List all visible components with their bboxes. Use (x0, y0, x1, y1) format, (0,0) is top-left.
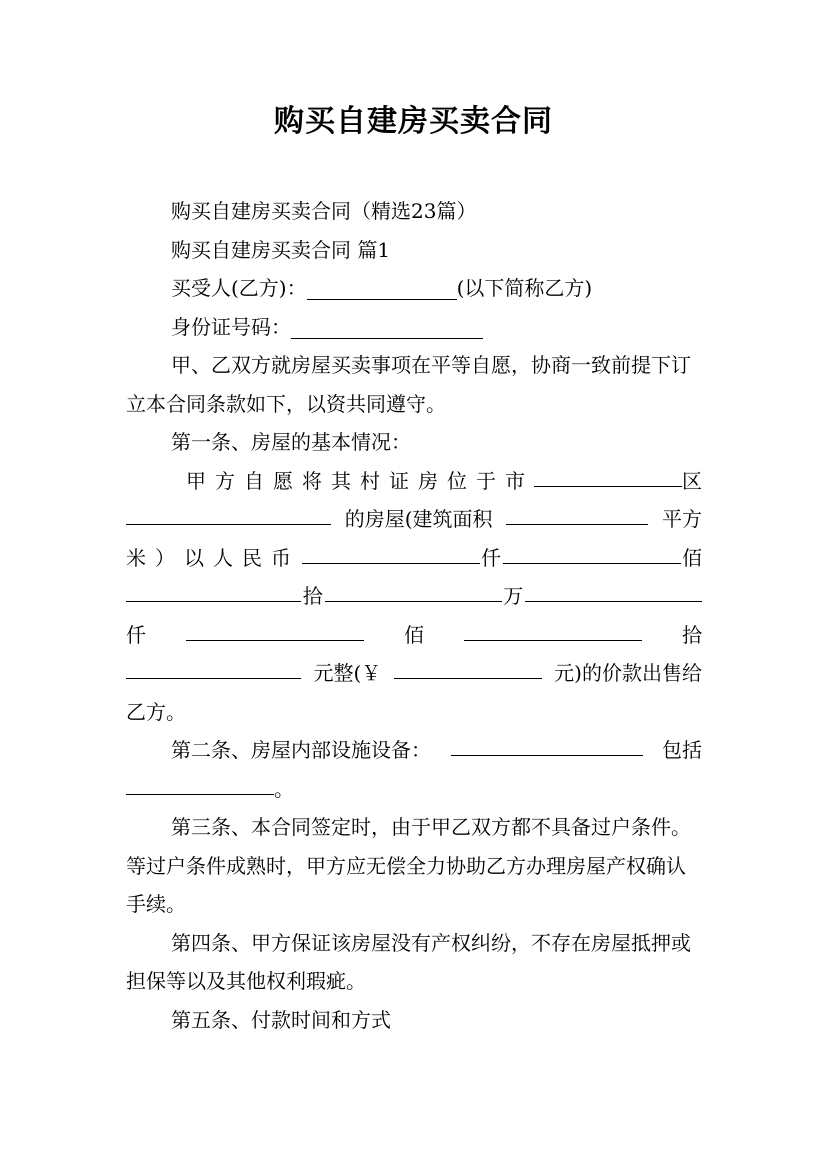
art1-text-11: 佰 (404, 622, 424, 647)
art1-text-10: 仟 (126, 622, 146, 647)
includes-blank (126, 770, 274, 795)
art1-text-9: 万 (503, 584, 524, 608)
article2-line-1 (126, 731, 702, 770)
amount-blank-8 (126, 654, 301, 679)
article1-line-3 (126, 539, 702, 578)
city-blank (534, 462, 682, 487)
buyer-suffix: (以下简称乙方) (456, 276, 593, 300)
article1-line-4 (126, 577, 702, 616)
art2-mid: 包括 (662, 738, 702, 762)
art1-text-8: 拾 (302, 584, 323, 608)
area-blank (506, 500, 648, 525)
art1-text-4: 平方 (661, 507, 702, 531)
intro-line: 购买自建房买卖合同（精选23篇） (171, 199, 477, 223)
amount-blank-5 (525, 577, 702, 602)
article3-paragraph: 第三条、本合同签定时，由于甲乙双方都不具备过户条件。等过户条件成熟时，甲方应无偿全力协助乙方办理房屋产权确认手续。 (126, 815, 691, 916)
amount-blank-6 (186, 616, 364, 641)
article1-line-1 (126, 462, 702, 501)
id-line (126, 308, 702, 347)
art1-text-14: 元)的价款出售给 (554, 661, 702, 685)
id-number-blank (291, 314, 483, 339)
location-blank (126, 500, 331, 525)
chapter-heading: 购买自建房买卖合同 篇1 (171, 237, 391, 262)
art2-end: 。 (274, 776, 294, 801)
art1-text-2: 区 (682, 468, 702, 493)
art1-text-6: 仟 (481, 545, 501, 570)
document-title: 购买自建房买卖合同 (274, 104, 553, 139)
article1-line-7 (126, 693, 702, 732)
art1-text-7: 佰 (682, 545, 702, 570)
article2-line-2 (126, 770, 702, 809)
amount-blank-7 (464, 616, 642, 641)
buyer-line (126, 269, 702, 308)
facilities-blank (451, 731, 643, 756)
article1-heading: 第一条、房屋的基本情况： (171, 430, 411, 454)
article4-paragraph: 第四条、甲方保证该房屋没有产权纠纷，不存在房屋抵押或担保等以及其他权利瑕疵。 (126, 930, 691, 993)
amount-figure-blank (394, 654, 542, 679)
art1-text-12: 拾 (682, 622, 702, 647)
amount-blank-2 (503, 539, 681, 564)
article1-line-6 (126, 654, 702, 693)
amount-blank-1 (302, 539, 480, 564)
amount-blank-4 (325, 577, 502, 602)
art2-label: 第二条、房屋内部设施设备： (171, 738, 431, 762)
document-body (126, 192, 702, 1039)
amount-blank-3 (126, 577, 301, 602)
id-label: 身份证号码： (171, 314, 291, 339)
article1-line-2 (126, 500, 702, 539)
art1-text-13: 元整(￥ (313, 661, 382, 685)
article2 (126, 731, 702, 808)
art1-text-15: 乙方。 (126, 699, 186, 724)
article1-body (126, 462, 702, 732)
buyer-name-blank (307, 275, 457, 300)
buyer-label: 买受人(乙方)： (171, 276, 307, 300)
art1-text-3: 的房屋(建筑面积 (344, 507, 493, 531)
article5-heading: 第五条、付款时间和方式 (171, 1007, 391, 1032)
article1-line-5 (126, 616, 702, 655)
art1-text-5: 米）以人民币 (126, 545, 300, 570)
preamble-paragraph: 甲、乙双方就房屋买卖事项在平等自愿，协商一致前提下订立本合同条款如下，以资共同遵守。 (126, 353, 691, 416)
art1-text-1: 甲方自愿将其村证房位于市 (186, 468, 534, 493)
